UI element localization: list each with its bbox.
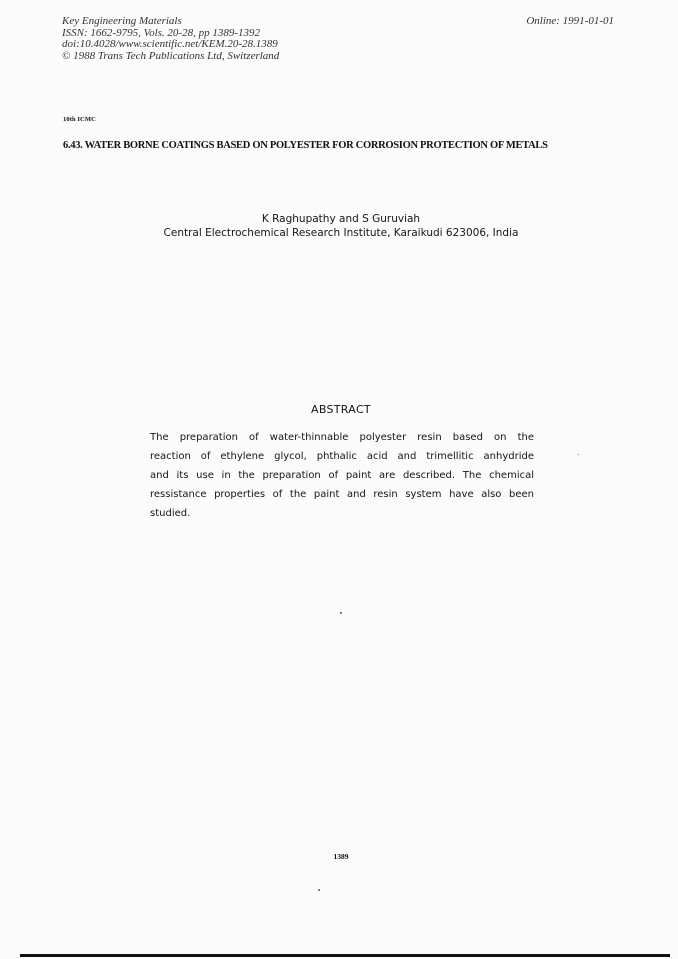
journal-name: Key Engineering Materials [62,15,182,27]
journal-doi: doi:10.4028/www.scientific.net/KEM.20-28.1389 [62,38,278,50]
scan-speck [340,612,342,614]
affiliation: Central Electrochemical Research Institute, Karaikudi 623006, India [163,227,519,239]
journal-copyright: © 1988 Trans Tech Publications Ltd, Switzerland [62,49,280,62]
abstract-line: and its use in the preparation of paint are described. The chemical [150,470,534,481]
abstract-heading: ABSTRACT [311,403,371,416]
bottom-rule [20,954,670,957]
conference-tag: 10th ICMC [63,116,96,123]
abstract-line: The preparation of water-thinnable polyester resin based on the [150,432,534,443]
scan-speck [578,454,579,455]
abstract-line: reaction of ethylene glycol, phthalic acid and trimellitic anhydride [150,451,534,462]
journal-metadata [62,16,279,62]
scan-speck [318,889,320,891]
abstract-body [150,428,534,523]
abstract-line: studied. [150,508,191,519]
online-date: Online: 1991-01-01 [526,15,614,27]
abstract-line: ressistance properties of the paint and resin system have also been [150,489,534,500]
journal-issn: ISSN: 1662-9795, Vols. 20-28, pp 1389-1392 [62,26,260,39]
paper-title: 6.43. WATER BORNE COATINGS BASED ON POLYESTER FOR CORROSION PROTECTION OF METALS [63,140,548,151]
authors: K Raghupathy and S Guruviah [261,213,421,225]
page-number: 1389 [333,852,349,861]
